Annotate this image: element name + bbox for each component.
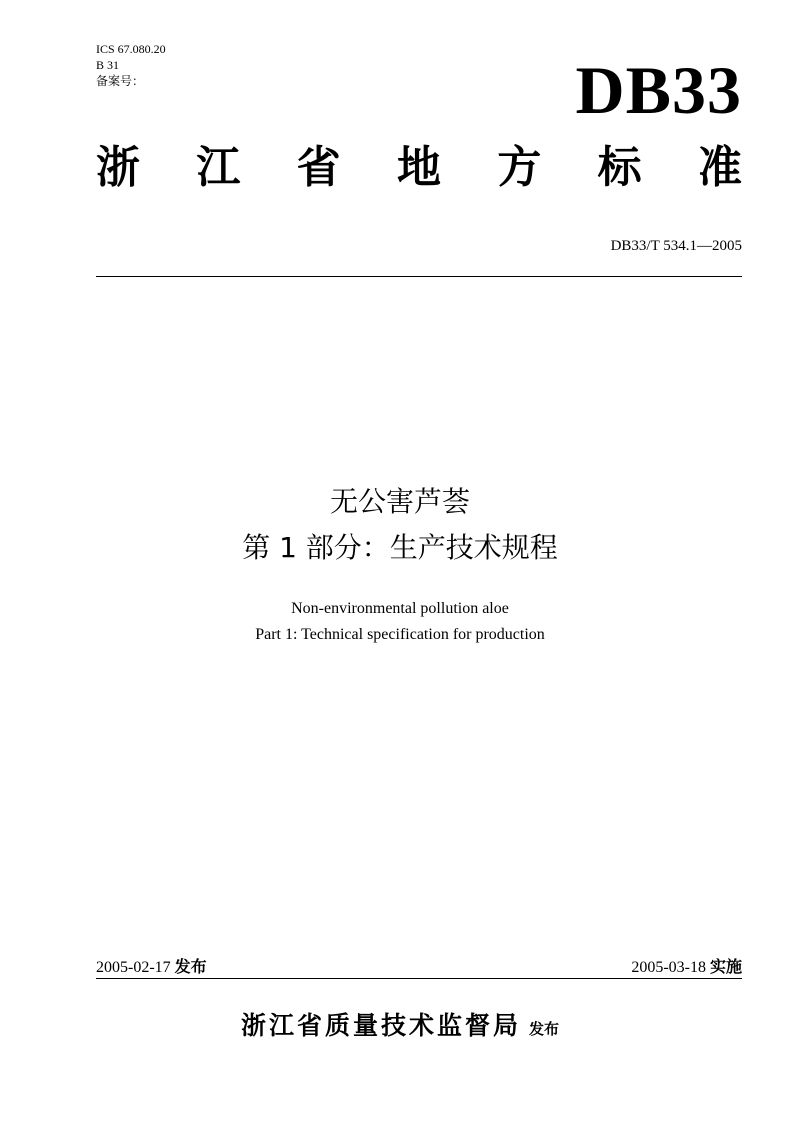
category-char: 江: [196, 142, 241, 193]
category-char: 方: [497, 142, 542, 193]
publisher-suffix: 发布: [529, 1020, 560, 1038]
publisher: [0, 1006, 800, 1049]
title-english-part: Part 1: Technical specification for production: [255, 626, 545, 643]
top-divider: [96, 276, 742, 277]
title-chinese-main: 无公害芦荟: [329, 485, 470, 518]
category-char: 地: [396, 142, 441, 193]
standard-category-title: [96, 140, 742, 196]
publisher-name: 浙江省质量技术监督局: [240, 1011, 521, 1040]
effective-date-label: 实施: [709, 957, 742, 976]
record-number-label: 备案号：: [96, 74, 145, 88]
ics-code: ICS 67.080.20: [96, 42, 166, 56]
standard-number: DB33/T 534.1—2005: [610, 238, 742, 254]
category-char: 准: [697, 142, 742, 193]
issue-date-label: 发布: [174, 957, 207, 976]
category-char: 标: [597, 142, 642, 193]
issue-date: [96, 956, 207, 979]
issue-date-value: 2005-02-17: [96, 959, 171, 976]
title-chinese-part: 第 1 部分：生产技术规程: [242, 531, 558, 564]
classification-code: B 31: [96, 58, 120, 72]
title-english-main: Non-environmental pollution aloe: [291, 600, 509, 617]
effective-date-value: 2005-03-18: [631, 959, 706, 976]
standard-code: DB33: [575, 52, 742, 128]
category-char: 浙: [96, 142, 140, 193]
category-char: 省: [296, 142, 341, 193]
bottom-divider: [96, 978, 742, 979]
effective-date: [631, 956, 742, 979]
